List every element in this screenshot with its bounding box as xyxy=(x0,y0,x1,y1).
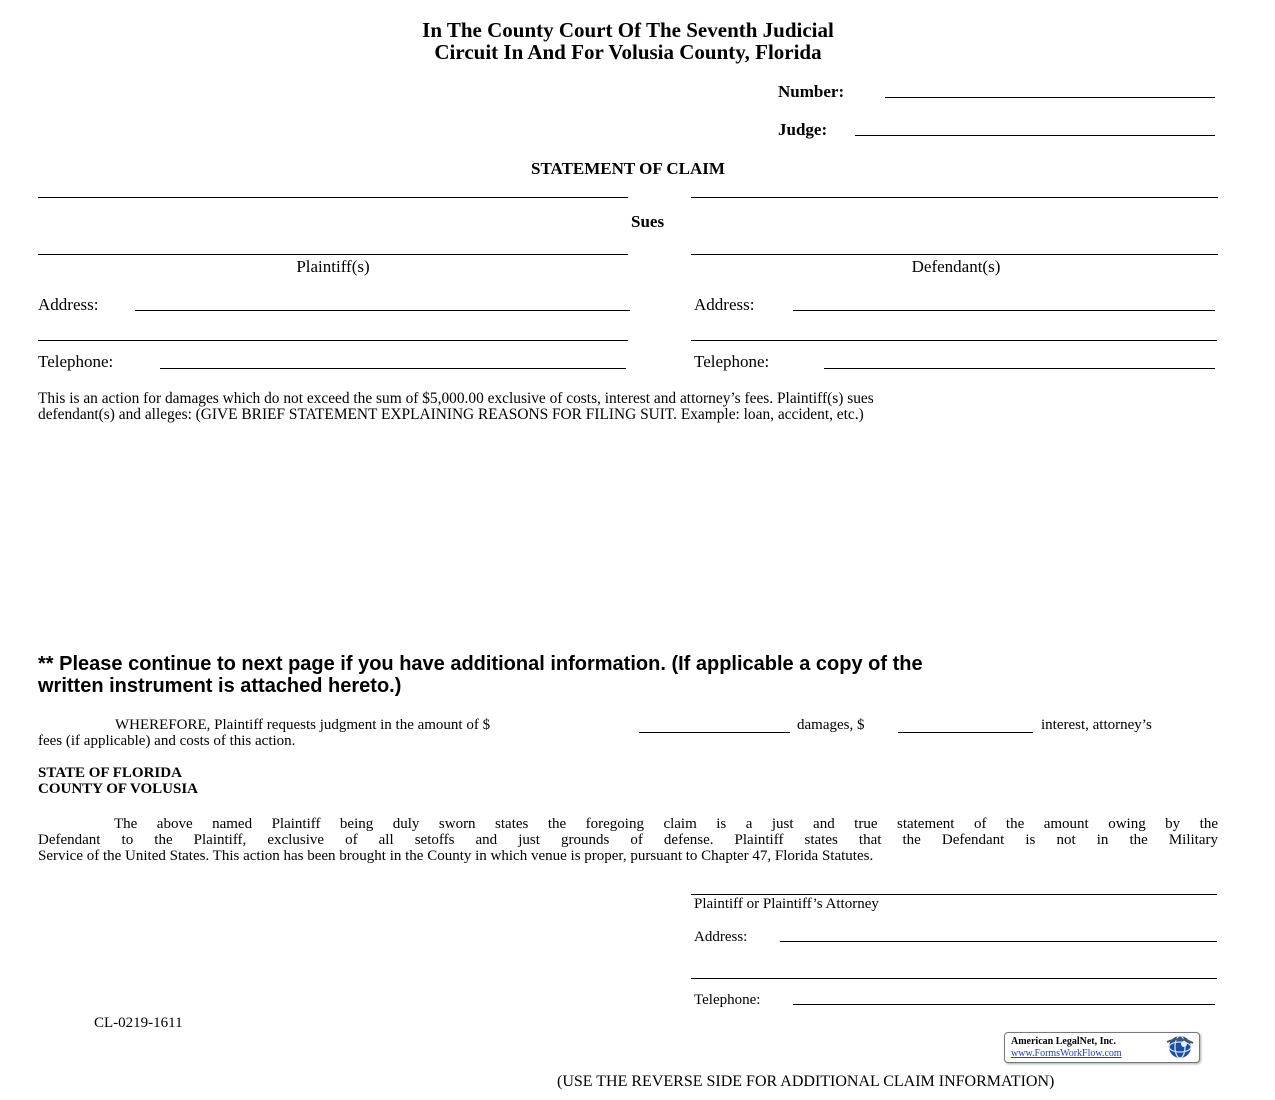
wherefore-text-part2: damages, $ xyxy=(797,717,865,733)
plaintiff-address-label: Address: xyxy=(38,295,99,314)
signature-label: Plaintiff or Plaintiff’s Attorney xyxy=(694,896,879,912)
interest-amount-input[interactable] xyxy=(898,716,1033,733)
globe-icon xyxy=(1163,1034,1197,1060)
sworn-line3: Service of the United States. This action has been brought in the County in which venue is proper, pursuant to Chapter 47, Florida Statutes. xyxy=(38,848,874,864)
wherefore-text-part3: interest, attorney’s xyxy=(1041,717,1152,733)
court-title-line2: Circuit In And For Volusia County, Florida xyxy=(434,40,822,64)
continue-note-line2: written instrument is attached hereto.) xyxy=(38,675,402,697)
sworn-line2: Defendant to the Plaintiff, exclusive of all setoffs and just grounds of defense. Plaintiff states that the Defendant is not in the Military xyxy=(38,832,1218,848)
defendant-top-rule xyxy=(691,197,1218,198)
damages-amount-input[interactable] xyxy=(639,716,790,733)
signature-address-input[interactable] xyxy=(780,925,1217,942)
plaintiff-address2-input[interactable] xyxy=(38,322,628,341)
american-legalnet-logo[interactable] xyxy=(1004,1032,1200,1063)
defendant-address2-input[interactable] xyxy=(691,322,1217,341)
signature-telephone-label: Telephone: xyxy=(694,992,761,1008)
sues-label: Sues xyxy=(631,212,665,231)
defendant-label: Defendant(s) xyxy=(911,257,1001,276)
plaintiff-name-input[interactable] xyxy=(38,236,628,255)
judge-label: Judge: xyxy=(778,120,828,139)
form-title: STATEMENT OF CLAIM xyxy=(531,159,725,178)
plaintiff-telephone-label: Telephone: xyxy=(38,352,114,371)
plaintiff-top-rule xyxy=(38,197,628,198)
court-title-line1: In The County Court Of The Seventh Judicial xyxy=(422,18,834,42)
claim-statement-textarea[interactable] xyxy=(38,428,1222,647)
plaintiff-address-input[interactable] xyxy=(135,292,630,311)
claim-text-line2: defendant(s) and alleges: (GIVE BRIEF STATEMENT EXPLAINING REASONS FOR FILING SUIT. Example: loan, accident, etc.) xyxy=(38,406,864,423)
logo-company-name: American LegalNet, Inc. xyxy=(1011,1036,1116,1047)
signature-address2-input[interactable] xyxy=(691,962,1217,979)
judge-input[interactable] xyxy=(855,117,1215,136)
plaintiff-label: Plaintiff(s) xyxy=(296,257,370,276)
number-label: Number: xyxy=(778,82,845,101)
wherefore-text-part1: WHEREFORE, Plaintiff requests judgment in the amount of $ xyxy=(115,717,491,733)
defendant-address-input[interactable] xyxy=(793,292,1215,311)
defendant-telephone-input[interactable] xyxy=(824,350,1215,369)
signature-telephone-input[interactable] xyxy=(793,988,1215,1005)
case-number-input[interactable] xyxy=(885,79,1215,98)
logo-url-link[interactable]: www.FormsWorkFlow.com xyxy=(1011,1048,1122,1059)
claim-text-line1: This is an action for damages which do not exceed the sum of $5,000.00 exclusive of costs, interest and attorney’s fees. Plaintiff(s) sues xyxy=(38,390,874,407)
defendant-telephone-label: Telephone: xyxy=(694,352,770,371)
plaintiff-telephone-input[interactable] xyxy=(160,350,626,369)
defendant-address-label: Address: xyxy=(694,295,755,314)
signature-address-label: Address: xyxy=(694,929,748,945)
footer-note: (USE THE REVERSE SIDE FOR ADDITIONAL CLAIM INFORMATION) xyxy=(557,1073,1055,1090)
venue-state: STATE OF FLORIDA xyxy=(38,765,182,781)
sworn-line1: The above named Plaintiff being duly sworn states the foregoing claim is a just and true statement of the amount owing by the xyxy=(114,816,1218,832)
defendant-name-input[interactable] xyxy=(691,236,1218,255)
wherefore-text-line2: fees (if applicable) and costs of this action. xyxy=(38,733,296,749)
continue-note-line1: ** Please continue to next page if you have additional information. (If applicable a copy of the xyxy=(38,653,923,675)
form-code: CL-0219-1611 xyxy=(94,1015,183,1031)
signature-line[interactable] xyxy=(691,894,1217,895)
venue-county: COUNTY OF VOLUSIA xyxy=(38,781,198,797)
